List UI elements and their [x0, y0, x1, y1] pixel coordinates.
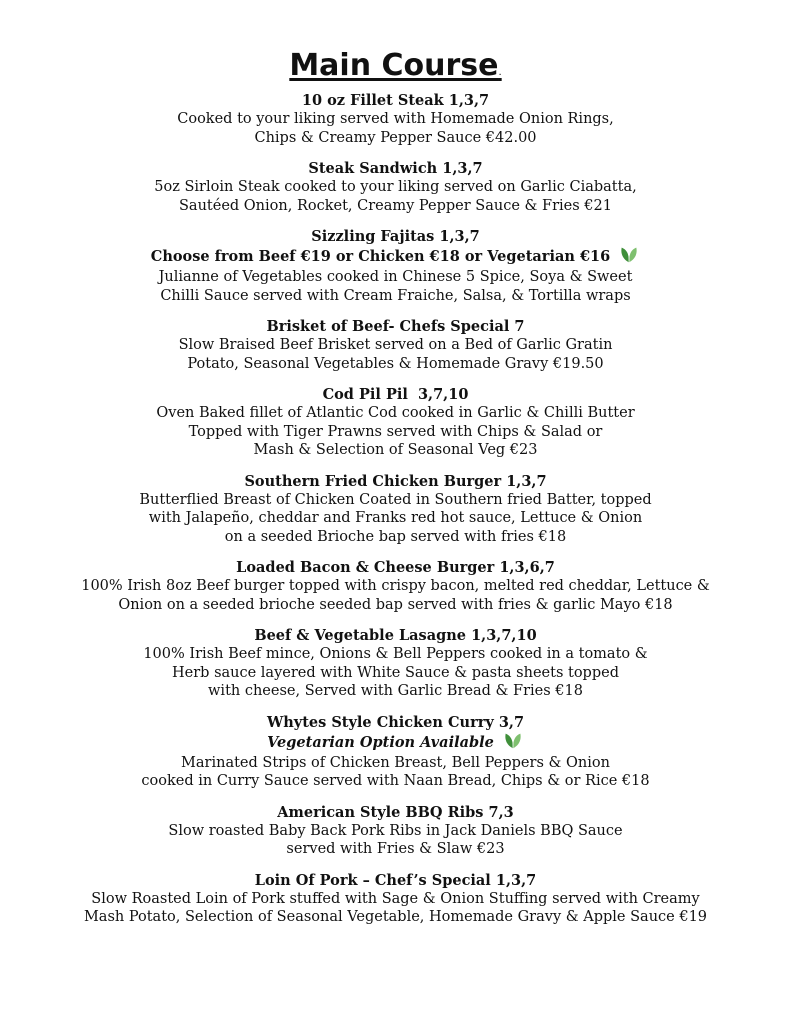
menu-item-name: Sizzling Fajitas 1,3,7: [311, 228, 480, 245]
menu-item-name: Brisket of Beef- Chefs Special 7: [266, 318, 525, 335]
menu-item-name: Steak Sandwich 1,3,7: [308, 160, 483, 177]
menu-item-description: Slow Roasted Loin of Pork stuffed with Sage & Onion Stuffing served with Creamy Mash Potato, Selection of Seasonal Vegetable, Homemade Gravy & Apple Sauce €19: [83, 890, 708, 925]
menu-item-southern-fried-chicken-burger: [0, 472, 791, 547]
menu-item-bbq-ribs: [0, 803, 791, 859]
menu-item-name: Beef & Vegetable Lasagne 1,3,7,10: [254, 627, 537, 644]
menu-item-name: 10 oz Fillet Steak 1,3,7: [301, 92, 490, 109]
menu-item-description: Butterflied Breast of Chicken Coated in Southern fried Batter, topped with Jalapeño, cheddar and Franks red hot sauce, Lettuce & Onion on a seeded Brioche bap served with fries €18: [139, 491, 652, 545]
menu-item-description: Cooked to your liking served with Homemade Onion Rings, Chips & Creamy Pepper Sauce €42.00: [177, 111, 614, 146]
menu-item-chicken-curry: [0, 713, 791, 791]
menu-item-name: Loaded Bacon & Cheese Burger 1,3,6,7: [236, 559, 555, 576]
menu-item-option: Vegetarian Option Available: [0, 732, 791, 754]
page-title: Main Course.: [289, 48, 502, 83]
menu-item-steak-sandwich: [0, 159, 791, 215]
menu-item-description: Slow roasted Baby Back Pork Ribs in Jack Daniels BBQ Sauce served with Fries & Slaw €23: [168, 822, 623, 857]
menu-item-description: 100% Irish Beef mince, Onions & Bell Peppers cooked in a tomato & Herb sauce layered with White Sauce & pasta sheets topped with cheese, Served with Garlic Bread & Fries €18: [143, 646, 648, 699]
menu-item-loin-of-pork: [0, 871, 791, 927]
menu-item-name: Whytes Style Chicken Curry 3,7: [266, 713, 525, 731]
vegetarian-leaf-icon: [618, 244, 640, 266]
vegetarian-leaf-icon: [502, 730, 524, 752]
menu-item-loaded-bacon-cheese-burger: [0, 558, 791, 614]
menu-item-name: Cod Pil Pil 3,7,10: [322, 386, 469, 403]
menu-item-name: Southern Fried Chicken Burger 1,3,7: [244, 472, 547, 490]
menu-item-description: Marinated Strips of Chicken Breast, Bell Peppers & Onion cooked in Curry Sauce served with Naan Bread, Chips & or Rice €18: [141, 754, 650, 789]
menu-item-option: Choose from Beef €19 or Chicken €18 or Vegetarian €16: [0, 246, 791, 268]
menu-item-description: 5oz Sirloin Steak cooked to your liking served on Garlic Ciabatta, Sautéed Onion, Rocket, Creamy Pepper Sauce & Fries €21: [154, 179, 637, 214]
menu-item-fillet-steak: [0, 91, 791, 147]
menu-item-beef-vegetable-lasagne: [0, 626, 791, 701]
menu-item-description: Julianne of Vegetables cooked in Chinese 5 Spice, Soya & Sweet Chilli Sauce served with Cream Fraiche, Salsa, & Tortilla wraps: [158, 269, 633, 304]
menu-item-name: American Style BBQ Ribs 7,3: [277, 803, 514, 821]
menu-item-description: 100% Irish 8oz Beef burger topped with crispy bacon, melted red cheddar, Lettuce & Onion on a seeded brioche seeded bap served with fries & garlic Mayo €18: [81, 578, 710, 613]
menu-item-description: Slow Braised Beef Brisket served on a Bed of Garlic Gratin Potato, Seasonal Vegetables & Homemade Gravy €19.50: [178, 337, 613, 372]
menu-item-description: Oven Baked fillet of Atlantic Cod cooked in Garlic & Chilli Butter Topped with Tiger Prawns served with Chips & Salad or Mash & Selection of Seasonal Veg €23: [156, 405, 635, 458]
menu-item-cod-pil-pil: [0, 385, 791, 460]
menu-item-brisket-of-beef: [0, 317, 791, 373]
menu-item-sizzling-fajitas: [0, 227, 791, 305]
menu-item-name: Loin Of Pork – Chef’s Special 1,3,7: [254, 871, 537, 889]
